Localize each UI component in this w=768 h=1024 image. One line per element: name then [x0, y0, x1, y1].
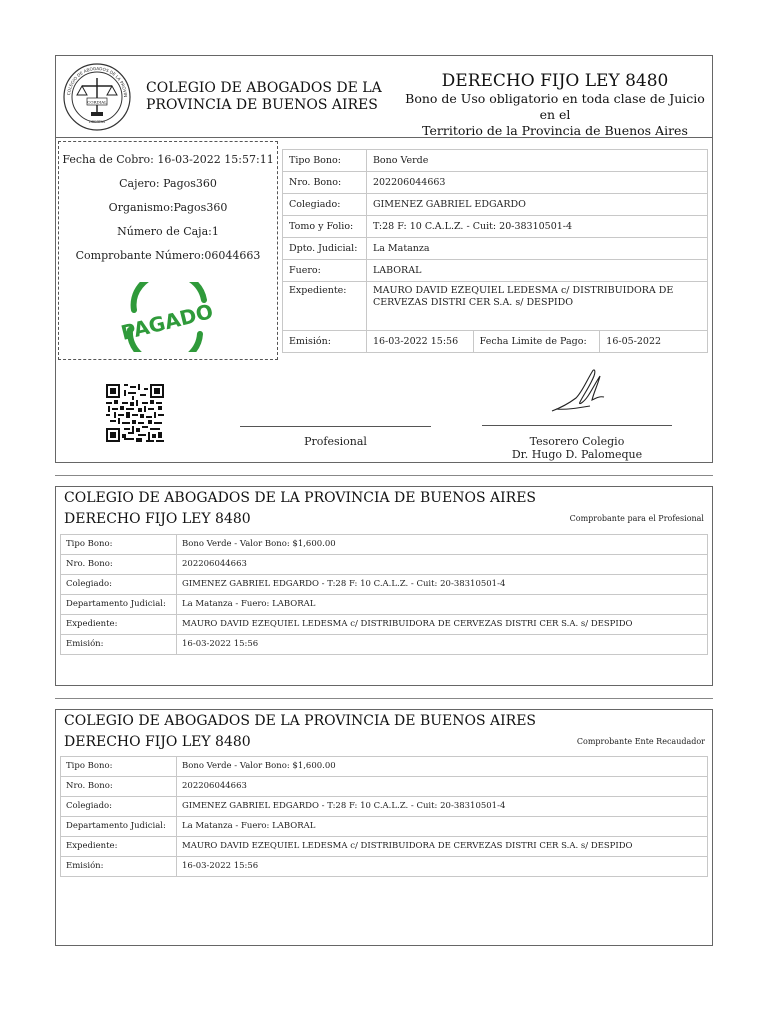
row-value: MAURO DAVID EZEQUIEL LEDESMA c/ DISTRIBUIDORA DE CERVEZAS DISTRI CER S.A. s/ DESPIDO: [177, 615, 708, 635]
table-row: [283, 260, 708, 282]
law-title: DERECHO FIJO LEY 8480: [441, 71, 669, 91]
row-label: Nro. Bono:: [61, 777, 177, 797]
college-seal-logo: [62, 62, 132, 132]
table-row: [283, 194, 708, 216]
expediente-value: [366, 282, 707, 331]
payment-cashier: Cajero: Pagos360: [119, 177, 217, 190]
dpto-label: Dpto. Judicial:: [283, 238, 367, 260]
copy2-org: COLEGIO DE ABOGADOS DE LA PROVINCIA DE BUENOS AIRES: [64, 713, 537, 729]
row-label: Departamento Judicial:: [61, 817, 177, 837]
row-value: 16-03-2022 15:56: [177, 635, 708, 655]
separator-line: [55, 698, 713, 699]
table-row: [283, 331, 708, 353]
treasurer-signature-line: [482, 425, 672, 426]
row-label: Colegiado:: [61, 575, 177, 595]
row-value: GIMENEZ GABRIEL EDGARDO - T:28 F: 10 C.A.L.Z. - Cuit: 20-38310501-4: [177, 797, 708, 817]
svg-text:COLEGIO DE ABOGADOS DE LA PROV: COLEGIO DE ABOGADOS DE LA PROVIN: [66, 65, 129, 98]
tipo-value: Bono Verde: [366, 150, 707, 172]
law-subtitle-line2: Territorio de la Provincia de Buenos Aires: [422, 123, 688, 138]
row-label: Emisión:: [61, 635, 177, 655]
expediente-line2: CERVEZAS DISTRI CER S.A. s/ DESPIDO: [372, 297, 574, 308]
separator-line: [55, 475, 713, 476]
law-subtitle-line1: Bono de Uso obligatorio en toda clase de Juicio en el: [405, 91, 705, 122]
payment-receipt-number: Comprobante Número:06044663: [75, 249, 261, 262]
row-label: Expediente:: [61, 837, 177, 857]
copy1-law: DERECHO FIJO LEY 8480: [64, 511, 251, 527]
row-value: Bono Verde - Valor Bono: $1,600.00: [177, 535, 708, 555]
profesional-signature-line: [240, 426, 431, 427]
treasurer-caption: [482, 435, 672, 461]
row-value: La Matanza - Fuero: LABORAL: [177, 817, 708, 837]
limite-label: Fecha Limite de Pago:: [473, 331, 600, 353]
row-label: Expediente:: [61, 615, 177, 635]
table-row: [283, 216, 708, 238]
table-row: [283, 172, 708, 194]
row-value: 202206044663: [177, 555, 708, 575]
table-row: [61, 817, 708, 837]
law-subtitle: [400, 91, 710, 139]
table-row: [61, 777, 708, 797]
treasurer-title: Tesorero Colegio: [529, 435, 625, 448]
nro-value: 202206044663: [366, 172, 707, 194]
table-row: [61, 535, 708, 555]
copy2-table: [60, 756, 708, 877]
table-row: [283, 150, 708, 172]
copy1-table: [60, 534, 708, 655]
copy1-org: COLEGIO DE ABOGADOS DE LA PROVINCIA DE BUENOS AIRES: [64, 490, 537, 506]
table-row: [61, 857, 708, 877]
profesional-caption: Profesional: [304, 435, 367, 448]
svg-text:CORDIAL: CORDIAL: [87, 99, 107, 105]
copy1-title: [64, 488, 584, 530]
table-row: [61, 595, 708, 615]
copy2-law: DERECHO FIJO LEY 8480: [64, 734, 251, 750]
row-value: MAURO DAVID EZEQUIEL LEDESMA c/ DISTRIBUIDORA DE CERVEZAS DISTRI CER S.A. s/ DESPIDO: [177, 837, 708, 857]
tomo-label: Tomo y Folio:: [283, 216, 367, 238]
bond-details-table: [282, 149, 708, 353]
svg-text:PAGADO: PAGADO: [118, 299, 216, 345]
colegiado-label: Colegiado:: [283, 194, 367, 216]
row-label: Emisión:: [61, 857, 177, 877]
dpto-value: La Matanza: [366, 238, 707, 260]
tipo-label: Tipo Bono:: [283, 150, 367, 172]
treasurer-name: Dr. Hugo D. Palomeque: [511, 448, 643, 461]
payment-date: Fecha de Cobro: 16-03-2022 15:57:11: [62, 153, 274, 166]
table-row: [283, 238, 708, 260]
row-label: Tipo Bono:: [61, 757, 177, 777]
table-row: [61, 797, 708, 817]
row-value: 202206044663: [177, 777, 708, 797]
fuero-value: LABORAL: [366, 260, 707, 282]
nro-label: Nro. Bono:: [283, 172, 367, 194]
tomo-value: T:28 F: 10 C.A.L.Z. - Cuit: 20-38310501-4: [366, 216, 707, 238]
expediente-line1: MAURO DAVID EZEQUIEL LEDESMA c/ DISTRIBUIDORA DE: [372, 285, 674, 296]
table-row: [61, 635, 708, 655]
row-label: Nro. Bono:: [61, 555, 177, 575]
table-row: [61, 555, 708, 575]
copy2-title: [64, 711, 584, 753]
emision-value: 16-03-2022 15:56: [366, 331, 473, 353]
table-row: [283, 282, 708, 331]
org-name-line2: PROVINCIA DE BUENOS AIRES: [146, 97, 378, 113]
row-value: La Matanza - Fuero: LABORAL: [177, 595, 708, 615]
svg-text:LIBERTAS: LIBERTAS: [88, 120, 106, 124]
qr-code[interactable]: [106, 384, 164, 442]
row-value: 16-03-2022 15:56: [177, 857, 708, 877]
table-row: [61, 615, 708, 635]
treasurer-signature: [548, 364, 608, 416]
table-row: [61, 575, 708, 595]
org-name-line1: COLEGIO DE ABOGADOS DE LA: [146, 80, 382, 96]
table-row: [61, 837, 708, 857]
emision-label: Emisión:: [283, 331, 367, 353]
fuero-label: Fuero:: [283, 260, 367, 282]
row-label: Departamento Judicial:: [61, 595, 177, 615]
limite-value: 16-05-2022: [600, 331, 708, 353]
row-value: Bono Verde - Valor Bono: $1,600.00: [177, 757, 708, 777]
copy1-note: Comprobante para el Profesional: [569, 514, 704, 523]
colegiado-value: GIMENEZ GABRIEL EDGARDO: [366, 194, 707, 216]
paid-stamp: [112, 282, 222, 352]
table-row: [61, 757, 708, 777]
row-label: Colegiado:: [61, 797, 177, 817]
payment-register: Número de Caja:1: [117, 225, 219, 238]
org-name: [146, 80, 386, 114]
row-label: Tipo Bono:: [61, 535, 177, 555]
expediente-label: Expediente:: [283, 282, 367, 331]
row-value: GIMENEZ GABRIEL EDGARDO - T:28 F: 10 C.A.L.Z. - Cuit: 20-38310501-4: [177, 575, 708, 595]
payment-agency: Organismo:Pagos360: [108, 201, 228, 214]
copy2-note: Comprobante Ente Recaudador: [576, 737, 705, 746]
